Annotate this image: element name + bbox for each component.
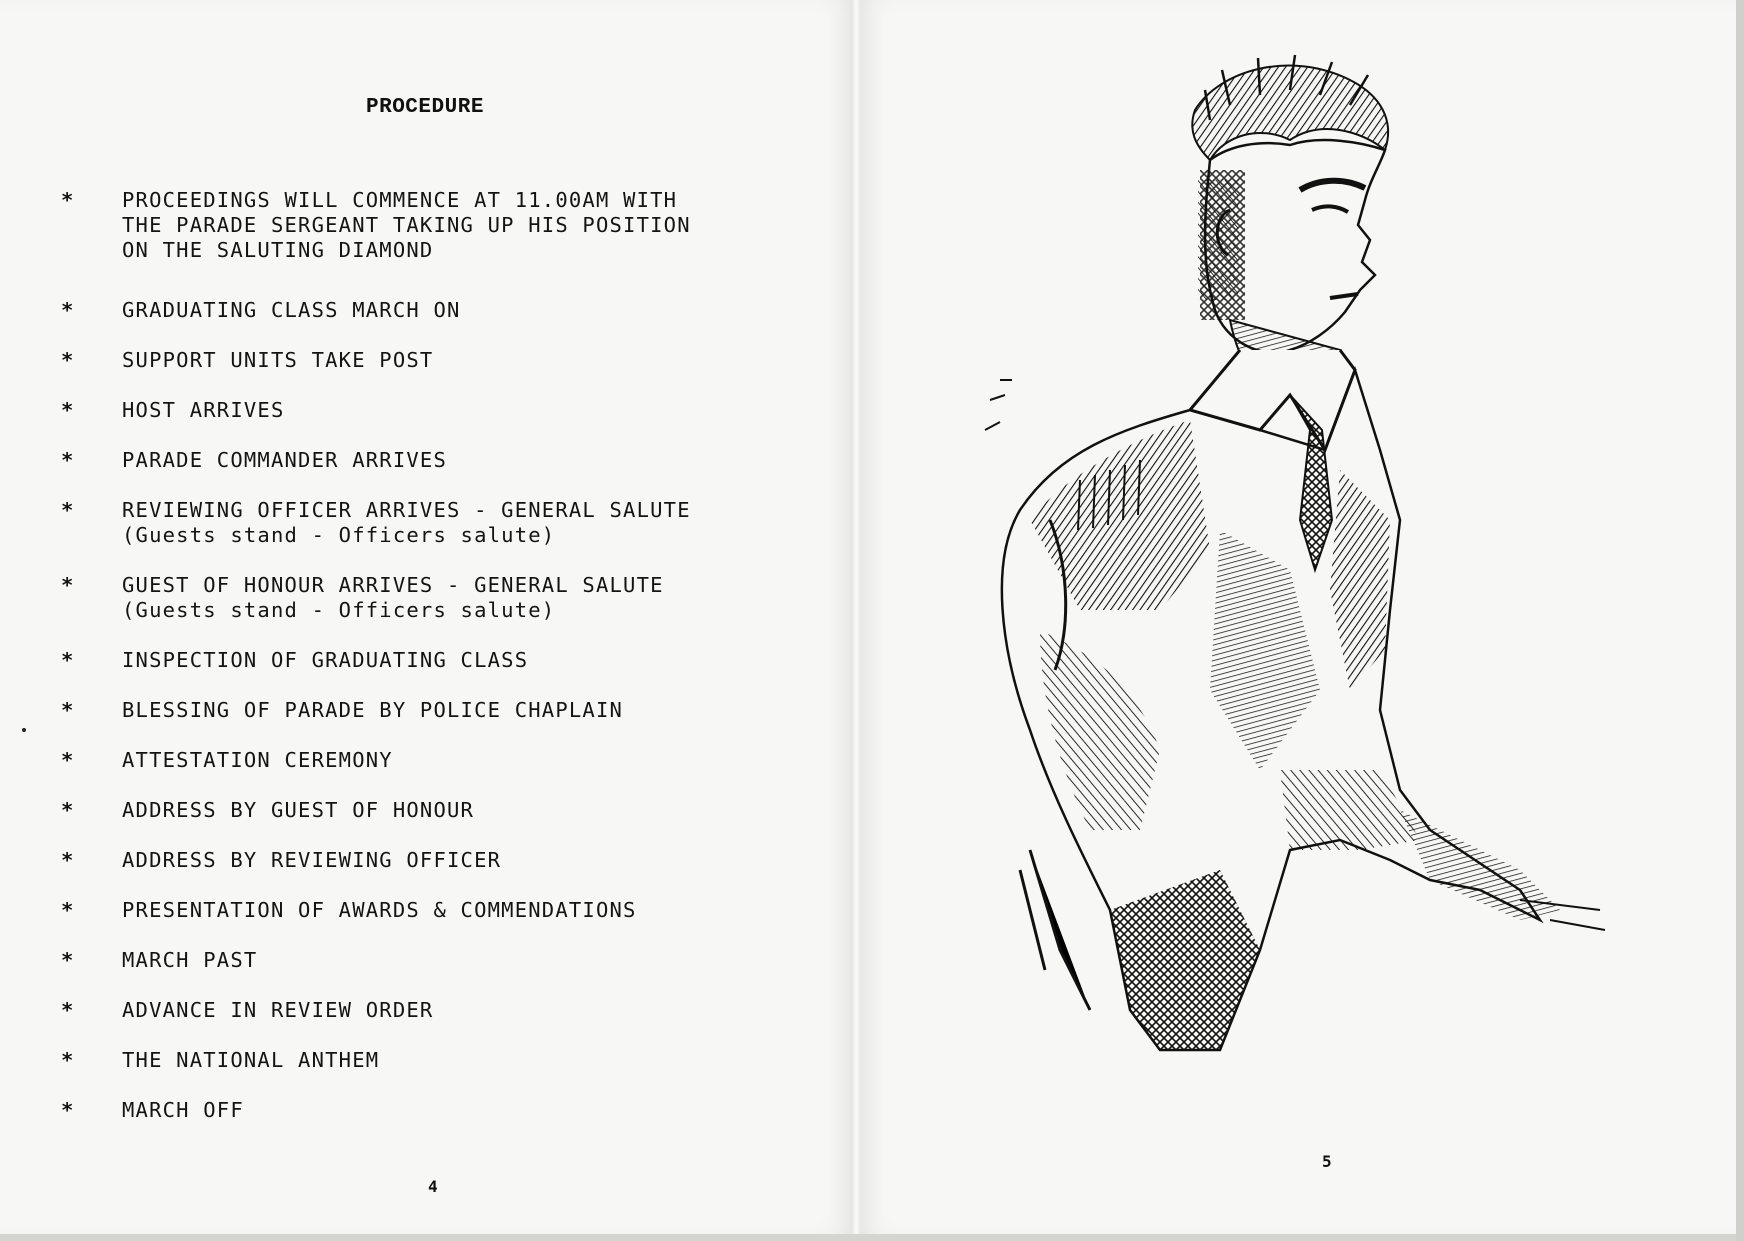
procedure-item-text: ATTESTATION CEREMONY xyxy=(122,748,393,772)
bullet-asterisk: * xyxy=(61,188,75,212)
page-bottom-edge xyxy=(0,1234,1744,1241)
procedure-item-text: MARCH OFF xyxy=(122,1098,244,1122)
procedure-item-text: HOST ARRIVES xyxy=(122,398,285,422)
procedure-item-text: THE NATIONAL ANTHEM xyxy=(122,1048,380,1072)
bullet-asterisk: * xyxy=(61,748,75,772)
bullet-asterisk: * xyxy=(61,1098,75,1122)
bullet-asterisk: * xyxy=(61,298,75,322)
bullet-asterisk: * xyxy=(61,1048,75,1072)
bullet-asterisk: * xyxy=(61,398,75,422)
procedure-item-text: ADVANCE IN REVIEW ORDER xyxy=(122,998,434,1022)
ink-dot xyxy=(22,728,26,732)
bullet-asterisk: * xyxy=(61,648,75,672)
bullet-asterisk: * xyxy=(61,698,75,722)
page-number-left: 4 xyxy=(428,1177,438,1196)
bullet-asterisk: * xyxy=(61,348,75,372)
page-title: PROCEDURE xyxy=(366,96,484,119)
procedure-item-text: GRADUATING CLASS MARCH ON xyxy=(122,298,461,322)
bullet-asterisk: * xyxy=(61,498,75,522)
procedure-item-text: PARADE COMMANDER ARRIVES xyxy=(122,448,448,472)
bullet-asterisk: * xyxy=(61,798,75,822)
bullet-asterisk: * xyxy=(61,573,75,597)
procedure-item-text: REVIEWING OFFICER ARRIVES - GENERAL SALUTE (Guests stand - Officers salute) xyxy=(122,498,691,547)
bullet-asterisk: * xyxy=(61,848,75,872)
procedure-item-text: ADDRESS BY GUEST OF HONOUR xyxy=(122,798,475,822)
bullet-asterisk: * xyxy=(61,948,75,972)
procedure-item-text: PROCEEDINGS WILL COMMENCE AT 11.00AM WITH THE PARADE SERGEANT TAKING UP HIS POSITION ON THE SALUTING DIAMOND xyxy=(122,188,691,262)
bullet-asterisk: * xyxy=(61,448,75,472)
bullet-asterisk: * xyxy=(61,898,75,922)
procedure-item-text: ADDRESS BY REVIEWING OFFICER xyxy=(122,848,502,872)
police-officer-portrait-sketch-icon xyxy=(960,50,1620,1130)
procedure-item-text: GUEST OF HONOUR ARRIVES - GENERAL SALUTE (Guests stand - Officers salute) xyxy=(122,573,664,622)
procedure-item-text: SUPPORT UNITS TAKE POST xyxy=(122,348,434,372)
procedure-item-text: PRESENTATION OF AWARDS & COMMENDATIONS xyxy=(122,898,637,922)
procedure-item-text: MARCH PAST xyxy=(122,948,258,972)
page-right-edge xyxy=(1736,0,1744,1241)
page-number-right: 5 xyxy=(1322,1152,1332,1171)
procedure-item-text: BLESSING OF PARADE BY POLICE CHAPLAIN xyxy=(122,698,624,722)
procedure-item-text: INSPECTION OF GRADUATING CLASS xyxy=(122,648,529,672)
left-page xyxy=(0,0,852,1234)
bullet-asterisk: * xyxy=(61,998,75,1022)
